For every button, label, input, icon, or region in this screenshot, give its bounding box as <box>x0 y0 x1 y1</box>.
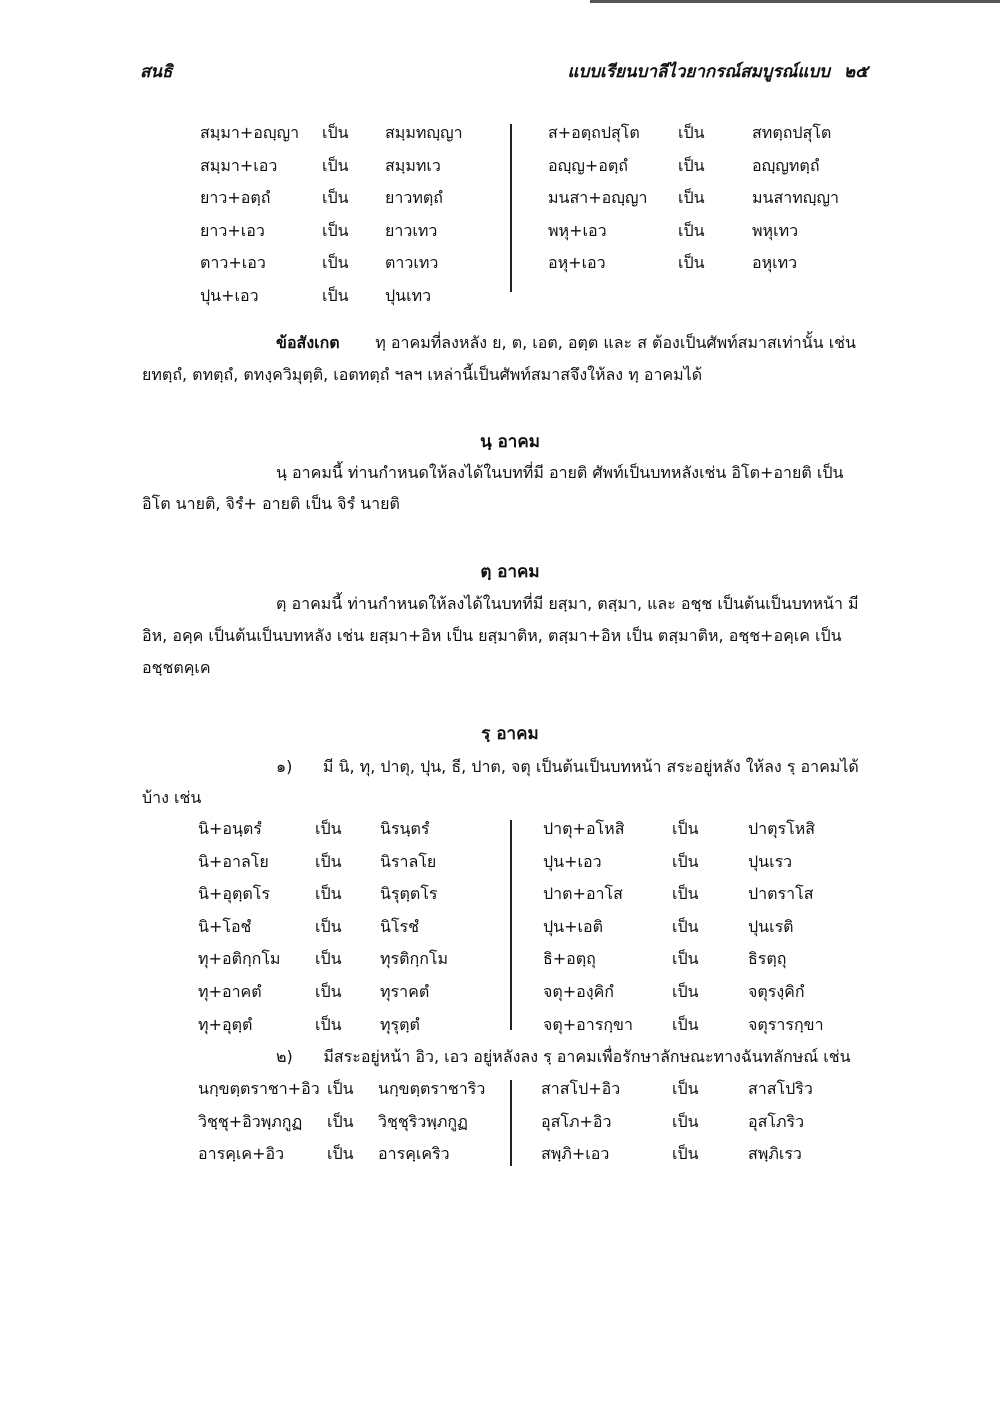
page-number: ๒๕ <box>843 62 868 82</box>
term-result: จตุรงฺคิกํ <box>748 982 805 1001</box>
term-result: ธิรตฺถุ <box>748 949 787 969</box>
term-result: ทุราคตํ <box>380 982 430 1001</box>
term-verb: เป็น <box>315 819 342 838</box>
section-r-title: รฺ อาคม <box>481 724 539 744</box>
term-input: จตุ+องฺคิกํ <box>543 982 614 1001</box>
term-verb: เป็น <box>672 1014 699 1034</box>
term-verb: เป็น <box>322 155 349 175</box>
term-result: อหุเทว <box>752 253 798 272</box>
term-verb: เป็น <box>327 1079 354 1098</box>
term-result: สาสโปริว <box>748 1079 813 1098</box>
term-input: นิ+อาลโย <box>198 851 269 871</box>
term-result: ยาวเทว <box>385 220 438 240</box>
term-input: อุสโภ+อิว <box>541 1111 612 1131</box>
term-result: ทุรุตฺตํ <box>380 1014 420 1034</box>
item-2-number: ๒) <box>276 1047 293 1066</box>
term-verb: เป็น <box>327 1144 354 1163</box>
term-verb: เป็น <box>315 916 342 936</box>
term-input: ปาต+อาโส <box>543 884 623 904</box>
section-t-line-1: ตฺ อาคมนี้ ท่านกำหนดให้ลงได้ในบทที่มี ยสฺมา, ตสฺมา, และ อชฺช เป็นต้นเป็นบทหน้า มี <box>276 594 859 613</box>
term-result: มนสาทญฺญา <box>752 188 840 207</box>
term-input: ปุน+เอติ <box>543 916 603 936</box>
term-verb: เป็น <box>322 188 349 207</box>
term-verb: เป็น <box>315 884 342 904</box>
term-input: นิ+โอชํ <box>198 916 252 936</box>
term-verb: เป็น <box>672 1144 699 1163</box>
term-input: ปาตุ+อโหสิ <box>543 819 625 838</box>
term-result: อารคฺเคริว <box>378 1144 450 1163</box>
term-result: สมฺมทญฺญา <box>385 123 463 142</box>
section-r-item-1-cont: บ้าง เช่น <box>142 788 202 807</box>
term-verb: เป็น <box>315 949 342 969</box>
term-input: ทุ+อาคตํ <box>198 982 262 1001</box>
term-input: ธิ+อตฺถุ <box>543 949 596 969</box>
term-result: สทตฺถปสุโต <box>752 123 832 142</box>
term-verb: เป็น <box>672 819 699 838</box>
section-t-line-3: อชฺชตคฺเค <box>142 658 211 677</box>
book-title: แบบเรียนบาลีไวยากรณ์สมบูรณ์แบบ <box>567 62 830 82</box>
note-line-1 <box>276 331 856 355</box>
term-input: นกฺขตฺตราชา+อิว <box>198 1079 320 1098</box>
term-result: นกฺขตฺตราชาริว <box>378 1079 486 1098</box>
term-verb: เป็น <box>315 1014 342 1034</box>
term-input: สมฺมา+เอว <box>200 155 278 175</box>
term-result: อุสโภริว <box>748 1111 805 1131</box>
term-verb: เป็น <box>672 982 699 1001</box>
term-input: สพฺภิ+เอว <box>541 1144 610 1163</box>
term-verb: เป็น <box>315 851 342 871</box>
term-verb: เป็น <box>678 155 705 175</box>
term-verb: เป็น <box>672 884 699 904</box>
term-result: ปุนเทว <box>385 285 432 305</box>
term-input: ยาว+อตฺถํ <box>200 188 271 207</box>
term-input: ตาว+เอว <box>200 253 266 272</box>
section-r-item-2 <box>276 1045 851 1069</box>
term-result: ยาวทตฺถํ <box>385 188 443 207</box>
item-1-text: มี นิ, ทุ, ปาตุ, ปุน, ธี, ปาต, จตุ เป็นต้นเป็นบทหน้า สระอยู่หลัง ให้ลง รฺ อาคมได้ <box>322 757 859 776</box>
column-divider <box>510 1080 512 1166</box>
item-1-number: ๑) <box>276 757 293 776</box>
term-verb: เป็น <box>672 851 699 871</box>
term-verb: เป็น <box>322 285 349 305</box>
term-result: นิโรชํ <box>380 916 419 936</box>
term-input: สาสโป+อิว <box>541 1079 621 1098</box>
term-input: พหุ+เอว <box>548 220 607 240</box>
note-text-1: ทฺ อาคมที่ลงหลัง ย, ต, เอต, อตฺต และ ส ต้องเป็นศัพท์สมาสเท่านั้น เช่น <box>375 333 856 352</box>
term-verb: เป็น <box>672 1111 699 1131</box>
term-input: ยาว+เอว <box>200 220 265 240</box>
term-result: ทุรติกฺกโม <box>380 949 449 969</box>
term-verb: เป็น <box>672 916 699 936</box>
section-r-item-1 <box>276 755 859 779</box>
term-input: ทุ+อติกฺกโม <box>198 949 281 969</box>
term-result: อญฺญทตฺถํ <box>752 155 820 175</box>
note-label: ข้อสังเกต <box>276 333 340 352</box>
section-t-line-2: อิห, อคฺค เป็นต้นเป็นบทหลัง เช่น ยสฺมา+อิห เป็น ยสฺมาติห, ตสฺมา+อิห เป็น ตสฺมาติห, อชฺช+อคฺเค เป็น <box>142 626 842 645</box>
term-result: ปุนเรติ <box>748 916 794 936</box>
term-input: ทุ+อุตฺตํ <box>198 1014 253 1034</box>
term-verb: เป็น <box>672 949 699 969</box>
term-input: อหุ+เอว <box>548 253 606 272</box>
term-verb: เป็น <box>322 253 349 272</box>
term-result: นิรุตฺตโร <box>380 884 438 904</box>
term-input: อญฺญ+อตฺถํ <box>548 155 628 175</box>
term-verb: เป็น <box>678 220 705 240</box>
column-divider <box>510 124 512 292</box>
note-line-2: ยทตฺถํ, ตทตฺถํ, ตทงฺควิมุตฺติ, เอตทตฺถํ ฯลฯ เหล่านี้เป็นศัพท์สมาสจึงให้ลง ทฺ อาคมได้ <box>142 365 703 384</box>
section-n-line-2: อิโต นายติ, จิรํ+ อายติ เป็น จิรํ นายติ <box>142 494 400 513</box>
term-result: นิราลโย <box>380 851 437 871</box>
section-n-line-1: นฺ อาคมนี้ ท่านกำหนดให้ลงได้ในบทที่มี อายติ ศัพท์เป็นบทหลังเช่น อิโต+อายติ เป็น <box>276 463 844 482</box>
term-input: ปุน+เอว <box>200 285 259 305</box>
running-header-left: สนธิ <box>140 62 173 82</box>
term-input: ปุน+เอว <box>543 851 602 871</box>
term-verb: เป็น <box>327 1111 354 1131</box>
section-n-title: นฺ อาคม <box>480 432 540 452</box>
term-verb: เป็น <box>672 1079 699 1098</box>
term-result: สพฺภิเรว <box>748 1144 802 1163</box>
term-result: วิชฺชุริวพฺภกูฏ <box>378 1111 468 1131</box>
term-result: ตาวเทว <box>385 253 439 272</box>
term-verb: เป็น <box>678 253 705 272</box>
item-2-text: มีสระอยู่หน้า อิว, เอว อยู่หลังลง รฺ อาคมเพื่อรักษาลักษณะทางฉันทลักษณ์ เช่น <box>323 1047 851 1066</box>
term-verb: เป็น <box>322 220 349 240</box>
term-verb: เป็น <box>678 123 705 142</box>
term-result: จตุรารกฺขา <box>748 1014 824 1034</box>
term-input: นิ+อุตฺตโร <box>198 884 270 904</box>
term-verb: เป็น <box>315 982 342 1001</box>
term-input: สมฺมา+อญฺญา <box>200 123 300 142</box>
term-input: อารคฺเค+อิว <box>198 1144 285 1163</box>
term-result: ปุนเรว <box>748 851 793 871</box>
term-input: จตุ+อารกฺขา <box>543 1014 633 1034</box>
term-verb: เป็น <box>678 188 705 207</box>
term-result: สมฺมทเว <box>385 155 441 175</box>
term-input: ส+อตฺถปสุโต <box>548 123 640 142</box>
column-divider <box>510 820 512 1030</box>
term-result: พหุเทว <box>752 220 799 240</box>
term-verb: เป็น <box>322 123 349 142</box>
term-input: วิชฺชุ+อิวพฺภกูฏ <box>198 1111 303 1131</box>
term-result: ปาตุรโหสิ <box>748 819 816 838</box>
term-result: นิรนฺตรํ <box>380 819 430 838</box>
running-header-right <box>567 58 868 85</box>
term-input: นิ+อนฺตรํ <box>198 819 262 838</box>
term-input: มนสา+อญฺญา <box>548 188 648 207</box>
term-result: ปาตราโส <box>748 884 814 904</box>
section-t-title: ตฺ อาคม <box>480 562 540 582</box>
